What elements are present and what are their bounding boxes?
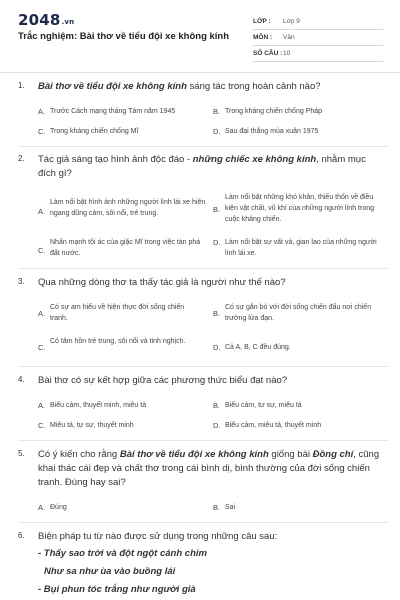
- option-text: Trong kháng chiến chống Pháp: [225, 108, 323, 115]
- question-text: [38, 448, 386, 490]
- question-number: 6.: [18, 531, 25, 540]
- meta-row-subject: [253, 30, 383, 46]
- option-text: Cả A, B, C đều đúng.: [225, 344, 291, 351]
- question-number: 5.: [18, 449, 25, 458]
- question-text-part: , nhằm mục đích gì?: [38, 154, 366, 179]
- option-letter: D.: [213, 238, 221, 247]
- poem-line: - Thấy sao trời và đột ngột cánh chim: [38, 548, 207, 559]
- option-letter: B.: [213, 309, 221, 318]
- option-letter: B.: [213, 205, 221, 214]
- option-text: Biểu cảm, miêu tả, thuyết minh: [225, 422, 322, 429]
- option-letter: B.: [213, 107, 221, 116]
- question-text-part: Biện pháp tu từ nào được sử dụng trong những câu sau:: [38, 531, 278, 542]
- option-letter: B.: [213, 401, 221, 410]
- question-separator: [18, 440, 388, 441]
- question-separator: [18, 522, 388, 523]
- option-letter: C.: [38, 343, 46, 352]
- meta-value: 10: [283, 50, 291, 57]
- option-letter: D.: [213, 127, 221, 136]
- question-text-part: giống bài: [268, 449, 313, 460]
- option-2a[interactable]: [38, 197, 208, 227]
- meta-row-count: [253, 46, 383, 62]
- question-text-part: những chiếc xe không kính: [192, 154, 317, 165]
- option-letter: D.: [213, 343, 221, 352]
- site-logo[interactable]: 2048.vn: [18, 11, 75, 29]
- option-text: Sau đại thắng mùa xuân 1975: [225, 128, 319, 135]
- question-separator: [18, 146, 388, 147]
- option-3b[interactable]: [213, 302, 383, 326]
- option-text: Làm nổi bật những khó khăn, thiếu thốn về điều kiện vật chất, vũ khí của những người lính trong cuộc kháng chiến.: [225, 194, 374, 223]
- poem-line: - Bụi phun tóc trắng như người già: [38, 584, 196, 595]
- quiz-title: Trắc nghiệm: Bài thơ về tiểu đội xe không kính: [18, 31, 230, 42]
- option-2c[interactable]: [38, 237, 208, 261]
- question-number: 1.: [18, 81, 25, 90]
- meta-value: Lớp 9: [283, 18, 300, 25]
- header-divider: [0, 72, 400, 73]
- question-number: 2.: [18, 154, 25, 163]
- question-text: [38, 153, 386, 181]
- question-text-part: sáng tác trong hoàn cảnh nào?: [186, 81, 321, 92]
- option-letter: C.: [38, 127, 46, 136]
- option-letter: A.: [38, 503, 46, 512]
- page-header: [0, 0, 400, 70]
- option-3a[interactable]: [38, 302, 208, 326]
- question-separator: [18, 268, 388, 269]
- option-text: Sai: [225, 504, 236, 511]
- option-letter: C.: [38, 246, 46, 255]
- question-text: [38, 530, 386, 544]
- question-text-part: Đồng chí: [312, 449, 354, 460]
- option-text: Đúng: [50, 504, 67, 511]
- option-letter: A.: [38, 107, 46, 116]
- option-letter: A.: [38, 309, 46, 318]
- option-text: Trước Cách mạng tháng Tám năm 1945: [50, 108, 176, 115]
- question-text-part: Qua những dòng thơ ta thấy tác giả là người như thế nào?: [38, 277, 286, 288]
- question-text: [38, 80, 386, 94]
- option-text: Biểu cảm, tự sự, miêu tả: [225, 402, 302, 409]
- meta-row-class: [253, 14, 383, 30]
- option-letter: B.: [213, 503, 221, 512]
- option-letter: D.: [213, 421, 221, 430]
- option-2b[interactable]: [213, 192, 383, 228]
- question-text-part: Tác giả sáng tạo hình ảnh độc đáo -: [38, 154, 193, 165]
- option-text: Trong kháng chiến chống Mĩ: [50, 128, 139, 135]
- question-text: [38, 276, 386, 290]
- quiz-meta: [253, 14, 383, 62]
- question-text-part: Bài thơ về tiểu đội xe không kính: [119, 449, 269, 460]
- option-text: Biểu cảm, thuyết minh, miêu tả: [50, 402, 147, 409]
- question-number: 4.: [18, 375, 25, 384]
- option-letter: A.: [38, 401, 46, 410]
- question-text: [38, 374, 386, 388]
- question-number: 3.: [18, 277, 25, 286]
- option-text: Làm nổi bật hình ảnh những người lính lái xe hiên ngang dũng cảm, sôi nổi, trẻ trung.: [50, 199, 206, 217]
- option-letter: A.: [38, 207, 46, 216]
- meta-label: MÔN :: [253, 34, 273, 41]
- option-text: Miêu tả, tự sự, thuyết minh: [50, 422, 134, 429]
- question-text-part: Bài thơ về tiểu đội xe không kính: [38, 81, 187, 92]
- option-text: Có tâm hồn trẻ trung, sôi nổi và tinh nghịch.: [50, 338, 186, 345]
- meta-label: SỐ CÂU :: [253, 50, 283, 57]
- question-text-part: , cũng khai thác cái đẹp và chất thơ trong cái bình dị, bình thường của đời sống chiến tranh. Đúng hay sai?: [38, 449, 380, 488]
- meta-label: LỚP :: [253, 18, 271, 25]
- question-text-part: Có ý kiến cho rằng: [38, 449, 120, 460]
- poem-line: Như sa như ùa vào buồng lái: [44, 566, 176, 577]
- option-text: Nhấn mạnh tội ác của giặc Mĩ trong việc tàn phá đất nước.: [50, 239, 201, 257]
- option-3c[interactable]: [38, 336, 208, 360]
- option-text: Có sự gắn bó với đời sống chiến đấu nơi chiến trường lửa đạn.: [225, 304, 372, 322]
- option-2d[interactable]: [213, 237, 383, 261]
- option-letter: C.: [38, 421, 46, 430]
- question-text-part: Bài thơ có sự kết hợp giữa các phương thức biểu đạt nào?: [38, 375, 288, 386]
- meta-value: Văn: [283, 34, 295, 41]
- option-text: Có sự am hiểu về hiện thực đời sống chiến tranh.: [50, 304, 185, 322]
- question-separator: [18, 366, 388, 367]
- option-text: Làm nổi bật sự vất vả, gian lao của những người lính lái xe.: [225, 239, 377, 257]
